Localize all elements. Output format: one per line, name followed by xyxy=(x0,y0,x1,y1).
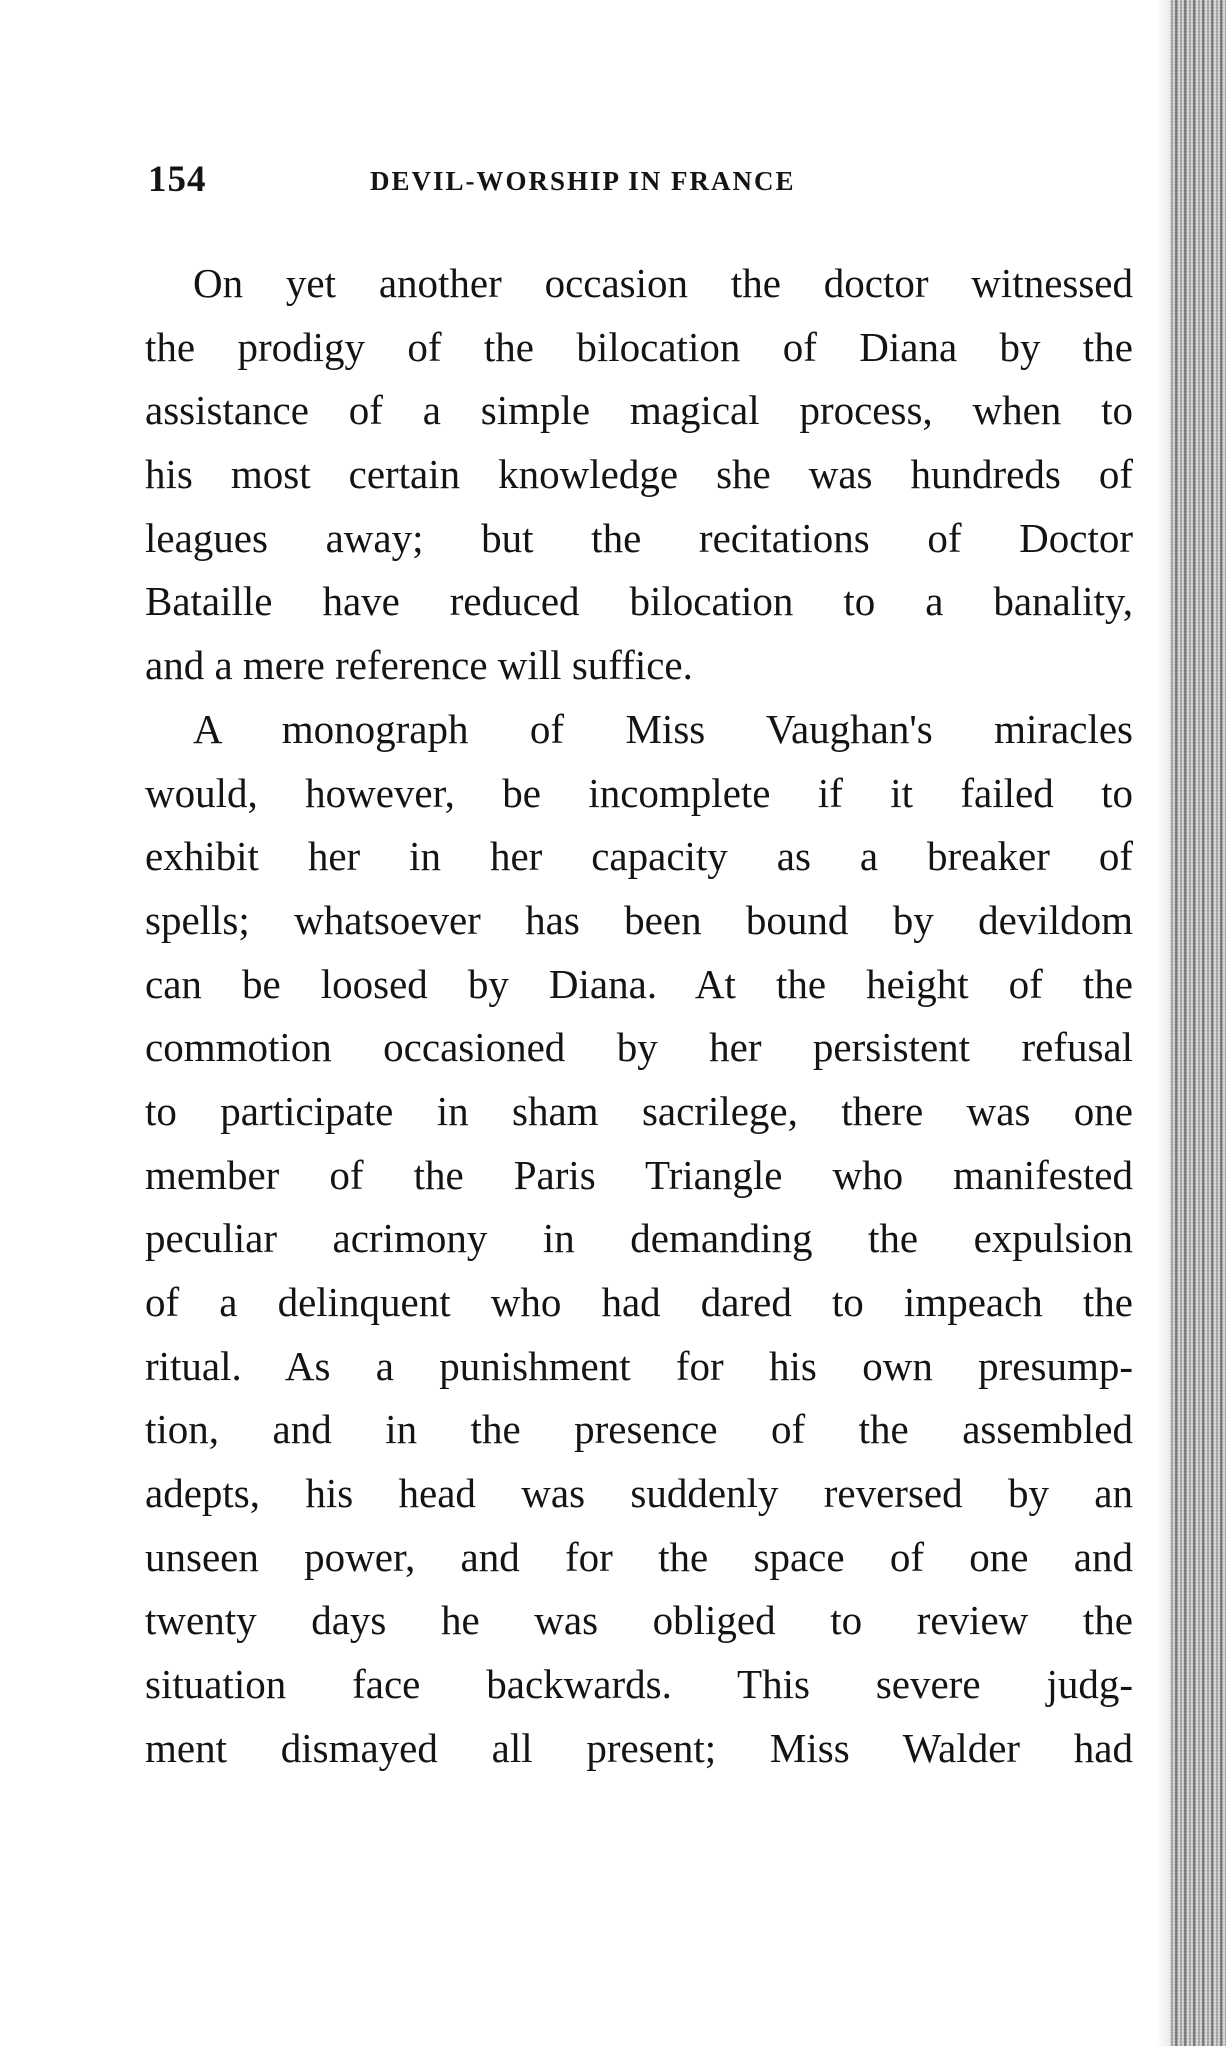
text-line: spells; whatsoever has been bound by devildom xyxy=(145,896,1133,943)
text-line: can be loosed by Diana. At the height of the xyxy=(145,960,1133,1007)
running-title: DEVIL-WORSHIP IN FRANCE xyxy=(370,166,796,196)
text-line: tion, and in the presence of the assembled xyxy=(145,1406,1133,1453)
page-edge-shadow xyxy=(1156,0,1170,2046)
body-text xyxy=(145,252,1133,1781)
text-line: unseen power, and for the space of one and xyxy=(145,1533,1133,1580)
running-head xyxy=(148,158,1138,206)
text-line: peculiar acrimony in demanding the expulsion xyxy=(145,1215,1133,1262)
text-line: situation face backwards. This severe judg- xyxy=(145,1661,1133,1708)
text-line: ment dismayed all present; Miss Walder had xyxy=(145,1724,1133,1771)
text-line: commotion occasioned by her persistent refusal xyxy=(145,1024,1133,1071)
text-line: twenty days he was obliged to review the xyxy=(145,1597,1133,1644)
text-line: Bataille have reduced bilocation to a banality, xyxy=(145,578,1133,625)
text-line: member of the Paris Triangle who manifested xyxy=(145,1151,1133,1198)
text-line: ritual. As a punishment for his own presump- xyxy=(145,1342,1133,1389)
text-line: adepts, his head was suddenly reversed by an xyxy=(145,1470,1133,1517)
text-line: leagues away; but the recitations of Doctor xyxy=(145,514,1133,561)
text-line: exhibit her in her capacity as a breaker of xyxy=(145,833,1133,880)
text-line: would, however, be incomplete if it failed to xyxy=(145,769,1133,816)
text-line: the prodigy of the bilocation of Diana by the xyxy=(145,323,1133,370)
text-line: assistance of a simple magical process, when to xyxy=(145,387,1133,434)
page-edge-texture xyxy=(1170,0,1226,2046)
text-line: his most certain knowledge she was hundreds of xyxy=(145,451,1133,498)
text-line: of a delinquent who had dared to impeach the xyxy=(145,1279,1133,1325)
text-line: On yet another occasion the doctor witnessed xyxy=(193,260,1133,306)
text-line: A monograph of Miss Vaughan's miracles xyxy=(193,705,1133,752)
text-line: to participate in sham sacrilege, there was one xyxy=(145,1087,1133,1134)
page-number: 154 xyxy=(148,159,207,200)
text-line: and a mere reference will suffice. xyxy=(145,642,693,689)
